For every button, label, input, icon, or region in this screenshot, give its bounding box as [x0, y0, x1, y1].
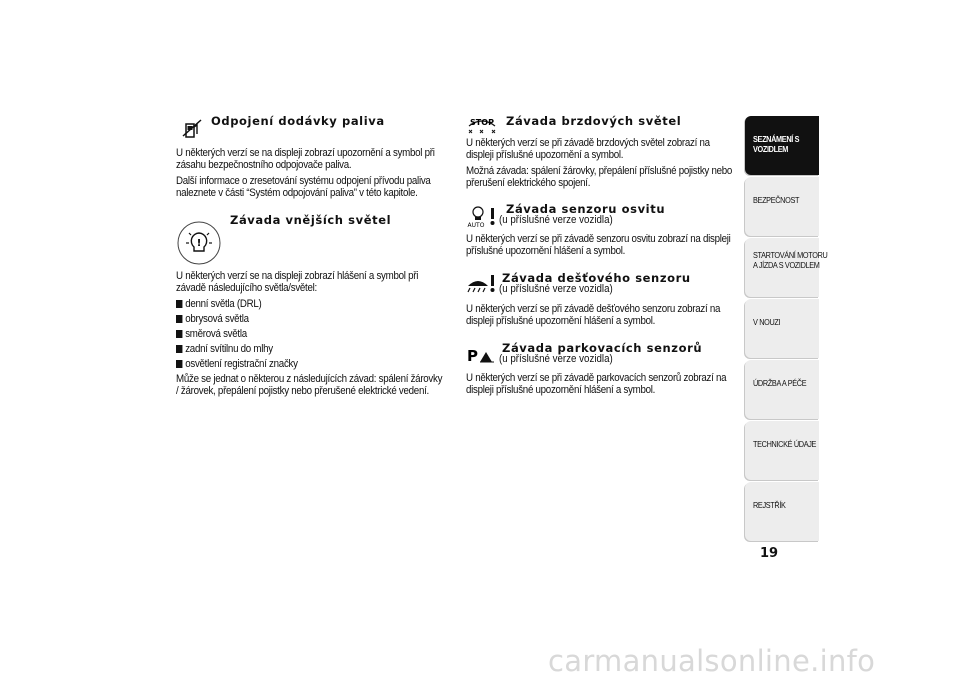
rain-sensor-sub: (u příslušné verze vozidla)	[499, 283, 613, 295]
brake-lights-heading: Závada brzdových světel	[506, 114, 682, 128]
tab-v-nouzi[interactable]: V NOUZI	[745, 299, 819, 358]
parking-sensors-paragraph: U některých verzí se při závadě parkovacích senzorů zobrazí na displeji příslušné upozornění hlášení a symbol.	[466, 372, 727, 396]
fuel-cutoff-paragraph-1: U některých verzí se na displeji zobrazí upozornění a symbol při zásahu bezpečnostního odpojovače paliva.	[176, 147, 435, 171]
light-sensor-sub: (u příslušné verze vozidla)	[499, 214, 613, 226]
svg-text:!: !	[196, 238, 202, 249]
exterior-lights-heading: Závada vnějších světel	[230, 213, 392, 227]
parking-sensors-heading: Závada parkovacích senzorů	[502, 341, 703, 355]
watermark: carmanualsonline.info	[548, 644, 876, 678]
tab-seznameni-s-vozidlem[interactable]: SEZNÁMENÍ S VOZIDLEM	[745, 116, 819, 175]
svg-text:P: P	[467, 347, 478, 365]
rain-sensor-fault-icon	[466, 272, 498, 294]
exterior-light-fault-icon	[176, 220, 222, 266]
tab-bezpecnost[interactable]: BEZPEČNOST	[745, 177, 819, 236]
exterior-lights-intro: U některých verzí se na displeji zobrazí hlášení a symbol při závadě následujícího světla/světel:	[176, 270, 419, 294]
tab-udrzba-a-pece[interactable]: ÚDRŽBA A PÉČE	[745, 360, 819, 419]
svg-text:STOP: STOP	[470, 118, 494, 127]
bullet-square-icon	[176, 315, 182, 323]
fuel-cutoff-paragraph-2: Další informace o zresetování systému odpojení přívodu paliva naleznete v části “Systém odpojování paliva” v této kapitole.	[176, 175, 431, 199]
exterior-lights-outro: Může se jednat o některou z následujících závad: spálení žárovky / žárovek, přepálení pojistky nebo přerušené elektrické vedení.	[176, 373, 443, 397]
tab-technicke-udaje[interactable]: TECHNICKÉ ÚDAJE	[745, 421, 819, 480]
brake-lights-paragraph-1: U některých verzí se při závadě brzdových světel zobrazí na displeji příslušné upozornění a symbol.	[466, 137, 710, 161]
tab-rejstrik[interactable]: REJSTŘÍK	[745, 482, 819, 541]
list-item: denní světla (DRL)	[176, 298, 443, 310]
fuel-cutoff-heading: Odpojení dodávky paliva	[211, 114, 385, 128]
chapter-tabs	[745, 116, 828, 543]
svg-text:AUTO: AUTO	[467, 222, 485, 229]
list-item: zadní svítilnu do mlhy	[176, 343, 443, 355]
list-item: osvětlení registrační značky	[176, 358, 443, 370]
bullet-square-icon	[176, 330, 182, 338]
list-item: obrysová světla	[176, 313, 443, 325]
page-number: 19	[760, 546, 779, 561]
bullet-square-icon	[176, 300, 182, 308]
brake-lights-paragraph-2: Možná závada: spálení žárovky, přepálení příslušné pojistky nebo přerušení elektrického spojení.	[466, 165, 733, 189]
light-sensor-heading: Závada senzoru osvitu	[506, 202, 666, 216]
parking-sensors-sub: (u příslušné verze vozidla)	[499, 353, 613, 365]
tab-startovani[interactable]: STARTOVÁNÍ MOTORU A JÍZDA S VOZIDLEM	[745, 238, 819, 297]
rain-sensor-heading: Závada dešťového senzoru	[502, 271, 691, 285]
light-sensor-fault-icon	[467, 204, 499, 230]
bullet-square-icon	[176, 345, 182, 353]
list-item: směrová světla	[176, 328, 443, 340]
rain-sensor-paragraph: U některých verzí se při závadě dešťového senzoru zobrazí na displeji příslušné upozornění hlášení a symbol.	[466, 303, 721, 327]
brake-light-fault-icon	[466, 114, 498, 136]
light-sensor-paragraph: U některých verzí se při závadě senzoru osvitu zobrazí na displeji příslušné upozornění hlášení a symbol.	[466, 233, 731, 257]
parking-sensor-fault-icon	[466, 344, 498, 366]
bullet-square-icon	[176, 360, 182, 368]
fuel-cutoff-icon	[180, 116, 204, 140]
